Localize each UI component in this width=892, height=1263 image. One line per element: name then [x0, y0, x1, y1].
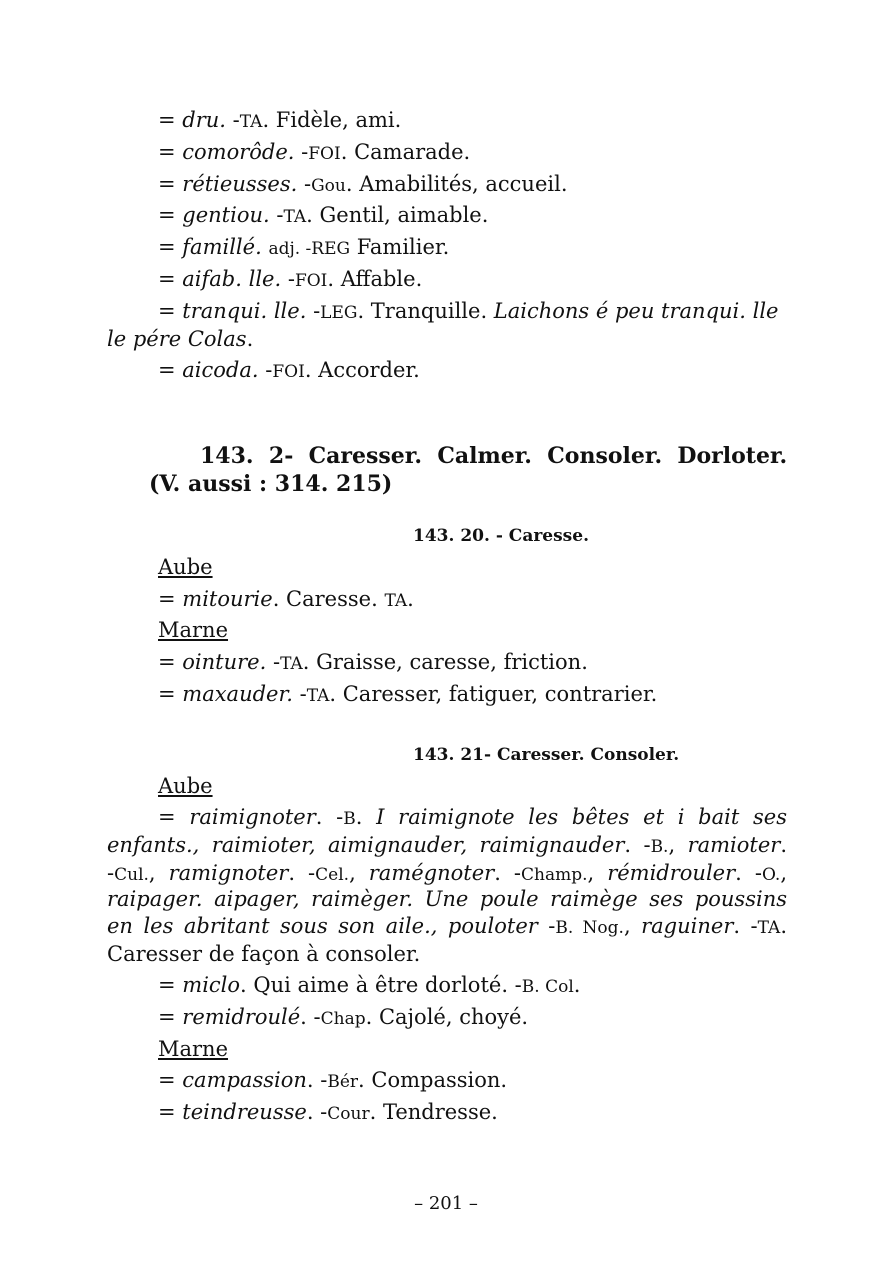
- subsection-heading-143-20: 143. 20. - Caresse.: [413, 526, 589, 546]
- entry-remidroule: = remidroulé. -Chap. Cajolé, choyé.: [158, 1005, 529, 1029]
- entry-comorode: = comorôde. -FOI. Camarade.: [158, 140, 471, 164]
- entry-tranqui-line2: le pére Colas.: [107, 327, 254, 351]
- entry-raimignoter-line4: raipager. aipager, raimèger. Une poule raimège ses poussins: [107, 887, 787, 911]
- section-heading-line2: (V. aussi : 314. 215): [149, 471, 393, 497]
- entry-miclo: = miclo. Qui aime à être dorloté. -B. Col.: [158, 973, 581, 997]
- entry-retieusses: = rétieusses. -Gou. Amabilités, accueil.: [158, 172, 568, 196]
- entry-campassion: = campassion. -Bér. Compassion.: [158, 1068, 508, 1092]
- section-heading-line1: 143. 2- Caresser. Calmer. Consoler. Dorloter.: [200, 443, 788, 469]
- entry-maxauder: = maxauder. -TA. Caresser, fatiguer, contrarier.: [158, 682, 658, 706]
- entry-raimignoter-line5: en les abritant sous son aile., pouloter -B. Nog., raguiner. -TA.: [107, 914, 788, 938]
- entry-raimignoter-line3: -Cul., ramignoter. -Cel., ramégnoter. -Champ., rémidrouler. -O.,: [107, 861, 787, 885]
- region-marne: Marne: [158, 1037, 229, 1061]
- entry-raimignoter-line6: Caresser de façon à consoler.: [107, 942, 421, 966]
- entry-teindreusse: = teindreusse. -Cour. Tendresse.: [158, 1100, 498, 1124]
- entry-raimignoter-line2: enfants., raimioter, aimignauder, raimignauder. -B., ramioter.: [107, 833, 787, 857]
- entry-aicoda: = aicoda. -FOI. Accorder.: [158, 358, 420, 382]
- entry-gentiou: = gentiou. -TA. Gentil, aimable.: [158, 203, 489, 227]
- region-aube: Aube: [158, 774, 213, 798]
- entry-mitourie: = mitourie. Caresse. TA.: [158, 587, 414, 611]
- entry-aifab: = aifab. lle. -FOI. Affable.: [158, 267, 423, 291]
- entry-raimignoter-line1: = raimignoter. -B. I raimignote les bêtes et i bait ses: [158, 805, 787, 829]
- region-marne: Marne: [158, 618, 229, 642]
- entry-ointure: = ointure. -TA. Graisse, caresse, friction.: [158, 650, 588, 674]
- region-aube: Aube: [158, 555, 213, 579]
- entry-famille: = famillé. adj. -REG Familier.: [158, 235, 450, 259]
- page-number: – 201 –: [414, 1193, 478, 1214]
- subsection-heading-143-21: 143. 21- Caresser. Consoler.: [413, 745, 680, 765]
- entry-dru: = dru. -TA. Fidèle, ami.: [158, 108, 402, 132]
- entry-tranqui-line1: = tranqui. lle. -LEG. Tranquille. Laichons é peu tranqui. lle: [158, 299, 779, 323]
